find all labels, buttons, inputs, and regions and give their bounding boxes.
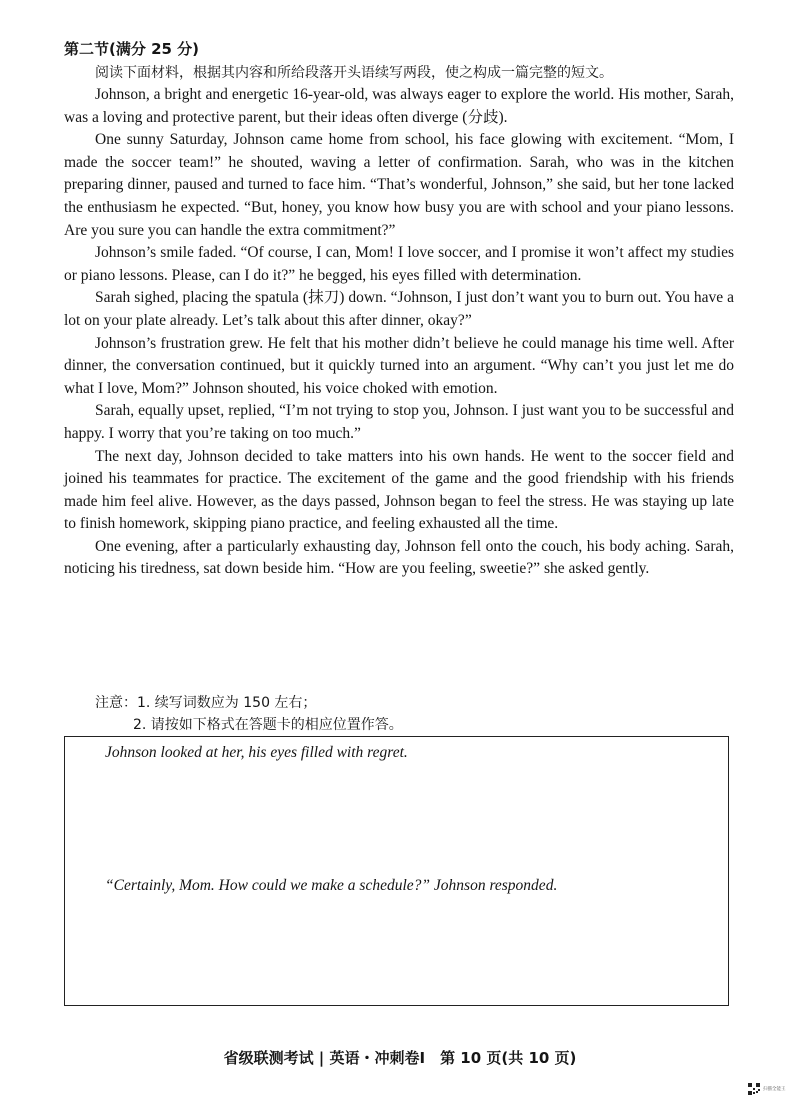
page-footer: 省级联测考试 | 英语・冲刺卷Ⅰ 第 10 页(共 10 页)	[223, 1049, 577, 1067]
notes	[95, 692, 403, 736]
section-title: 第二节(满分 25 分)	[64, 40, 200, 58]
passage-paragraph: Sarah, equally upset, replied, “I’m not trying to stop you, Johnson. I just want you to be successful and happy. I worry that you’re taking on too much.”	[64, 402, 734, 442]
paragraph-starter-2: “Certainly, Mom. How could we make a schedule?” Johnson responded.	[105, 877, 558, 894]
passage-paragraph: Sarah sighed, placing the spatula (抹刀) down. “Johnson, I just don’t want you to burn out. You have a lot on your plate already. Let’s talk about this after dinner, okay?”	[64, 289, 734, 329]
qr-code-icon	[748, 1083, 760, 1095]
scan-watermark	[748, 1083, 786, 1095]
instruction: 阅读下面材料，根据其内容和所给段落开头语续写两段，使之构成一篇完整的短文。	[95, 65, 613, 81]
passage-paragraph: Johnson, a bright and energetic 16-year-old, was always eager to explore the world. His mother, Sarah, was a loving and protective parent, but their ideas often diverge (分歧).	[64, 86, 734, 126]
passage	[64, 84, 734, 581]
scan-label: 扫描全能王	[763, 1087, 786, 1092]
passage-paragraph: The next day, Johnson decided to take matters into his own hands. He went to the soccer field and joined his teammates for practice. The excitement of the game and the good friendship with his friends made him feel alive. However, as the days passed, Johnson began to feel the stress. He was staying up late to finish homework, skipping piano practice, and feeling exhausted all the time.	[64, 447, 734, 533]
passage-paragraph: One sunny Saturday, Johnson came home from school, his face glowing with excitement. “Mom, I made the soccer team!” he shouted, waving a letter of confirmation. Sarah, who was in the kitchen preparing dinner, paused and turned to face him. “That’s wonderful, Johnson,” she said, but her tone lacked the enthusiasm he expected. “But, honey, you know how busy you are with school and your piano lessons. Are you sure you can handle the extra commitment?”	[64, 131, 734, 239]
passage-paragraph: Johnson’s frustration grew. He felt that his mother didn’t believe he could manage his time well. After dinner, the conversation continued, but it quickly turned into an argument. “Why can’t you just let me do what I love, Mom?” Johnson shouted, his voice choked with emotion.	[64, 334, 734, 397]
passage-paragraph: One evening, after a particularly exhausting day, Johnson fell onto the couch, his body aching. Sarah, noticing his tiredness, sat down beside him. “How are you feeling, sweetie?” she asked gently.	[64, 537, 734, 578]
paragraph-starter-1: Johnson looked at her, his eyes filled with regret.	[105, 744, 408, 761]
passage-paragraph: Johnson’s smile faded. “Of course, I can, Mom! I love soccer, and I promise it won’t affect my studies or piano lessons. Please, can I do it?” he begged, his eyes filled with determination.	[64, 244, 734, 284]
note-format: 2. 请按如下格式在答题卡的相应位置作答。	[133, 717, 403, 733]
answer-box	[64, 736, 729, 1006]
note-word-count: 注意：1. 续写词数应为 150 左右；	[95, 695, 317, 711]
